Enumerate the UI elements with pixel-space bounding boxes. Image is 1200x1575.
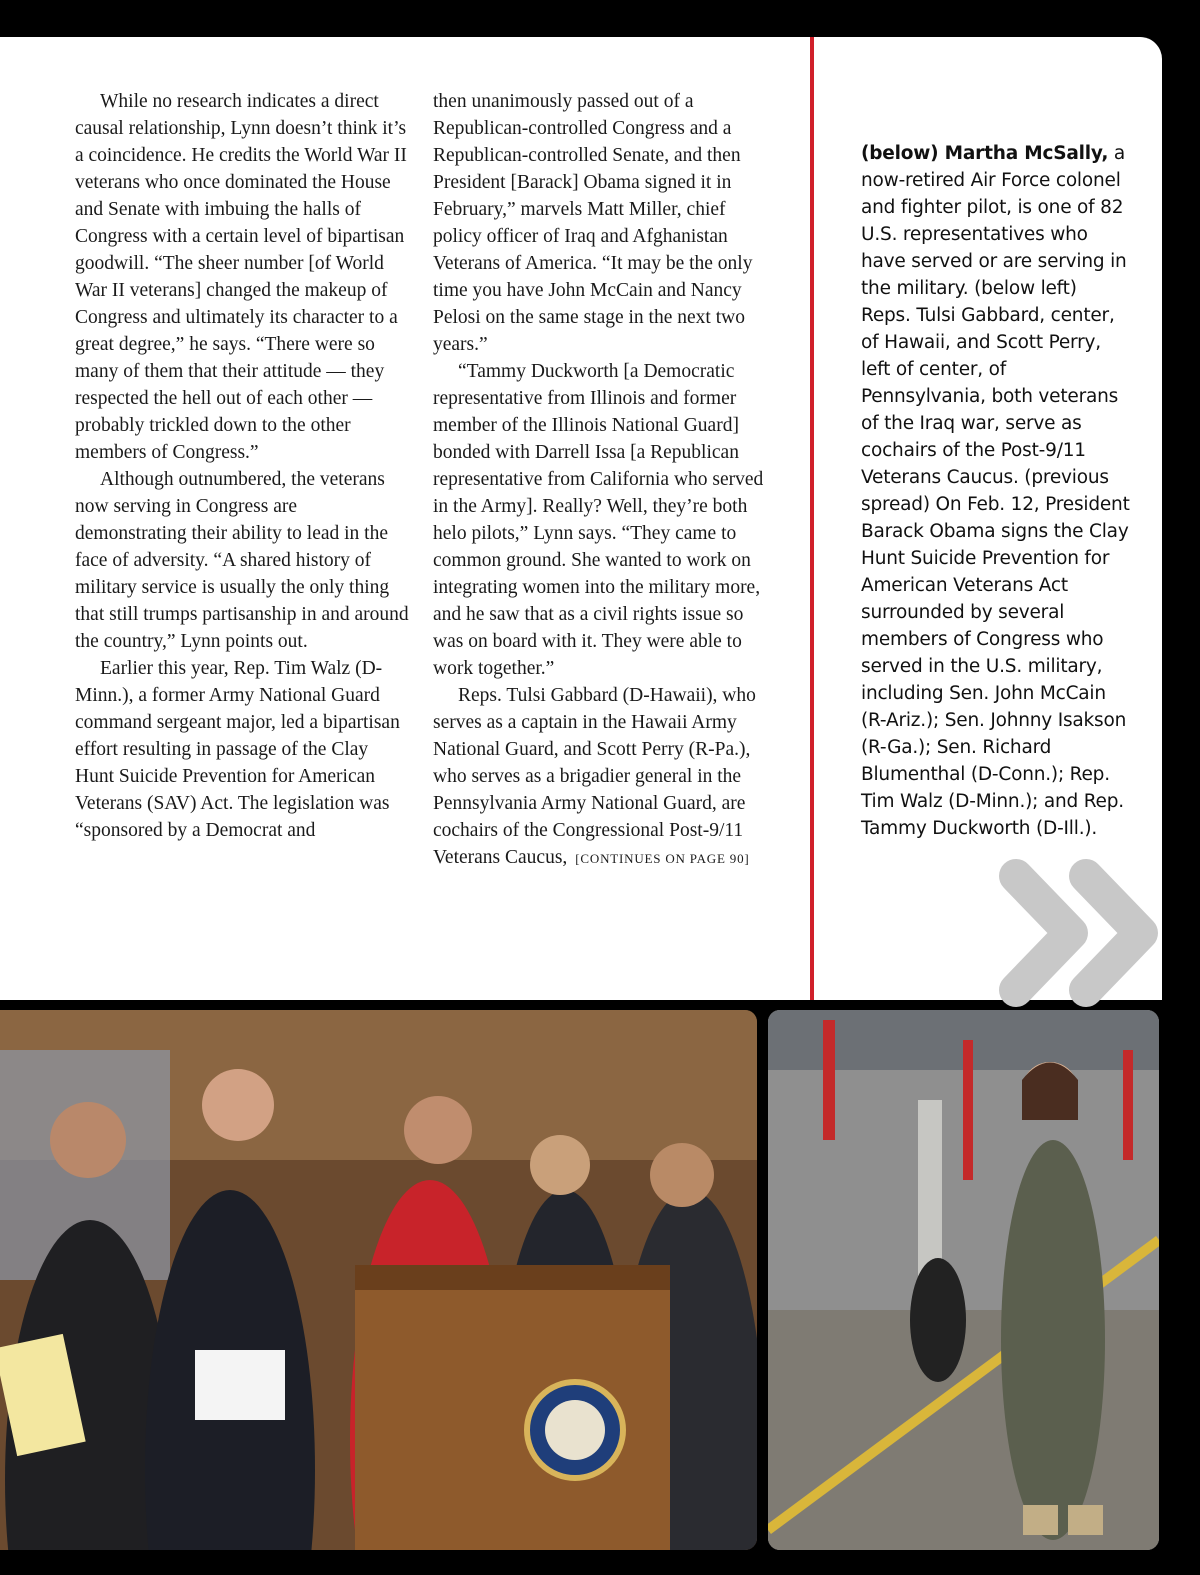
podium-top (355, 1265, 670, 1290)
person-2-head (202, 1069, 274, 1141)
pilot-boot (1023, 1505, 1058, 1535)
double-chevron-right-icon[interactable] (996, 858, 1176, 1008)
pilot-flight-suit (1001, 1140, 1105, 1540)
chevron-2 (1086, 876, 1141, 990)
pilot-boot (1068, 1505, 1103, 1535)
fighter-pilot-photo (768, 1010, 1159, 1550)
paragraph: then unanimously passed out of a Republican-controlled Congress and a Republican-controlled Senate, and then President [Barack] Obama signed it in February,” marvels Matt Miller, chief policy officer of Iraq and Afghanistan Veterans of America. “It may be the only time you have John McCain and Nancy Pelosi on the same stage in the next two years.” (433, 91, 753, 355)
red-divider-rule (810, 37, 814, 1000)
remove-before-flight-tag (823, 1020, 835, 1140)
paragraph: “Tammy Duckworth [a Democratic representative from Illinois and former member of the Illinois National Guard] bonded with Darrell Issa [a Republican representative from California who served in the Army]. Really? Well, they’re both helo pilots,” Lynn says. “They came to common ground. She wanted to work on integrating women into the military more, and he saw that as a civil rights issue so was on board with it. They were able to work together.” (433, 361, 764, 679)
seal-center (545, 1400, 605, 1460)
person-1-head (50, 1102, 126, 1178)
landing-gear-wheel (910, 1258, 966, 1382)
photo-caption (861, 140, 1131, 842)
papers (195, 1350, 285, 1420)
podium (355, 1265, 670, 1550)
person-3-head (404, 1096, 472, 1164)
person-5-head (650, 1143, 714, 1207)
article-column-2 (433, 88, 768, 872)
person-4-head (530, 1135, 590, 1195)
paragraph: Although outnumbered, the veterans now serving in Congress are demonstrating their ability to lead in the face of adversity. “A shared history of military service is usually the only thing that still trumps partisanship in and around the country,” Lynn points out. (75, 469, 409, 652)
pilot-hair (1022, 1063, 1078, 1121)
paragraph: While no research indicates a direct causal relationship, Lynn doesn’t think it’s a coincidence. He credits the World War II veterans who once dominated the House and Senate with imbuing the halls of Congress with a certain level of bipartisan goodwill. “The sheer number [of World War II veterans] changed the makeup of Congress and ultimately its character to a great degree,” he says. “There were so many of them that their attitude — they respected the hell out of each other — probably trickled down to the other members of Congress.” (75, 91, 407, 463)
article-column-1 (75, 88, 410, 844)
caption-body: a now-retired Air Force colonel and fighter pilot, is one of 82 U.S. representatives who have served or are serving in the military. (below left) Reps. Tulsi Gabbard, center, of Hawaii, and Scott Perry, left of center, of Pennsylvania, both veterans of the Iraq war, serve as cochairs of the Post-9/11 Veterans Caucus. (previous spread) On Feb. 12, President Barack Obama signs the Clay Hunt Suicide Prevention for American Veterans Act surrounded by several members of Congress who served in the U.S. military, including Sen. John McCain (R-Ariz.); Sen. Johnny Isakson (R-Ga.); Sen. Richard Blumenthal (D-Conn.); Rep. Tim Walz (D-Minn.); and Rep. Tammy Duckworth (D-Ill.). (861, 143, 1130, 839)
press-conference-photo (0, 1010, 757, 1550)
continues-on-page-link[interactable]: [CONTINUES ON PAGE 90] (575, 851, 750, 866)
paragraph-with-jump (433, 682, 768, 872)
paragraph-text: Reps. Tulsi Gabbard (D-Hawaii), who serves as a captain in the Hawaii Army National Guard, and Scott Perry (R-Pa.), who serves as a brigadier general in the Pennsylvania Army National Guard, are cochairs of the Congressional Post-9/11 Veterans Caucus, (433, 685, 756, 868)
remove-before-flight-tag (963, 1040, 973, 1180)
caption-lead: (below) Martha McSally, (861, 143, 1109, 164)
remove-before-flight-tag (1123, 1050, 1133, 1160)
chevron-1 (1016, 876, 1071, 990)
paragraph: Earlier this year, Rep. Tim Walz (D-Minn.), a former Army National Guard command sergeant major, led a bipartisan effort resulting in passage of the Clay Hunt Suicide Prevention for American Veterans (SAV) Act. The legislation was “sponsored by a Democrat and (75, 658, 400, 841)
